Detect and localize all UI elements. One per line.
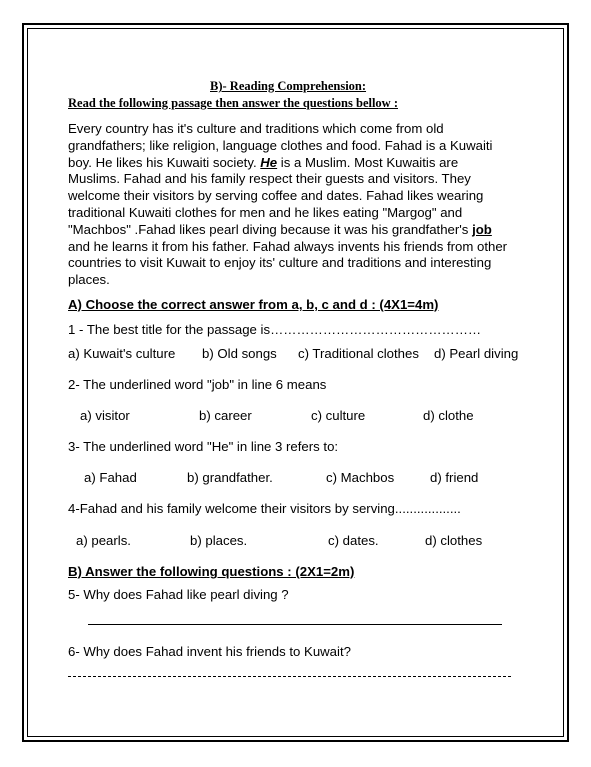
question-2-option-a[interactable]: a) visitor xyxy=(80,408,130,423)
question-4-prompt: 4-Fahad and his family welcome their visitors by serving.................. xyxy=(68,501,461,516)
passage-line: Muslims. Fahad and his family respect their guests and visitors. They xyxy=(68,171,471,187)
question-4-option-b[interactable]: b) places. xyxy=(190,533,248,548)
question-4-option-a[interactable]: a) pearls. xyxy=(76,533,131,548)
question-2-option-b[interactable]: b) career xyxy=(199,408,252,423)
passage-line: places. xyxy=(68,272,110,288)
section-a-heading: A) Choose the correct answer from a, b, c and d : (4X1=4m) xyxy=(68,297,439,312)
question-5-prompt: 5- Why does Fahad like pearl diving ? xyxy=(68,587,289,602)
passage-line: welcome their visitors by serving coffee and dates. Fahad likes wearing xyxy=(68,188,484,204)
section-title: B)- Reading Comprehension: xyxy=(210,79,367,93)
question-1-prompt: 1 - The best title for the passage is………………………………………… xyxy=(68,322,482,337)
reading-passage xyxy=(68,121,530,289)
question-2-option-d[interactable]: d) clothe xyxy=(423,408,474,423)
question-1-option-b[interactable]: b) Old songs xyxy=(202,346,277,361)
question-4-option-c[interactable]: c) dates. xyxy=(328,533,379,548)
passage-line: boy. He likes his Kuwaiti society. He is a Muslim. Most Kuwaitis are xyxy=(68,154,459,170)
question-1-option-a[interactable]: a) Kuwait's culture xyxy=(68,346,176,361)
question-3-prompt: 3- The underlined word "He" in line 3 refers to: xyxy=(68,439,339,454)
question-4-option-d[interactable]: d) clothes xyxy=(425,533,483,548)
underlined-word-job: job xyxy=(472,221,492,237)
passage-instruction: Read the following passage then answer the questions bellow : xyxy=(68,96,398,110)
question-3-option-a[interactable]: a) Fahad xyxy=(84,470,137,485)
passage-line: "Machbos" .Fahad likes pearl diving because it was his grandfather's job xyxy=(68,221,492,237)
underlined-word-he: He xyxy=(260,154,278,170)
question-3-option-b[interactable]: b) grandfather. xyxy=(187,470,273,485)
question-3-option-d[interactable]: d) friend xyxy=(430,470,479,485)
passage-line: Every country has it's culture and traditions which come from old xyxy=(68,121,444,136)
question-1-option-d[interactable]: d) Pearl diving xyxy=(434,346,519,361)
answer-line-6[interactable] xyxy=(68,676,511,677)
question-2-option-c[interactable]: c) culture xyxy=(311,408,366,423)
question-6-prompt: 6- Why does Fahad invent his friends to Kuwait? xyxy=(68,644,351,659)
question-2-prompt: 2- The underlined word "job" in line 6 means xyxy=(68,377,327,392)
passage-line: and he learns it from his father. Fahad always invents his friends from other xyxy=(68,238,508,254)
passage-line: traditional Kuwaiti clothes for men and he likes eating "Margog" and xyxy=(68,204,463,220)
section-b-heading: B) Answer the following questions : (2X1=2m) xyxy=(68,564,355,579)
question-1-option-c[interactable]: c) Traditional clothes xyxy=(298,346,419,361)
answer-line-5[interactable] xyxy=(88,624,502,625)
question-3-option-c[interactable]: c) Machbos xyxy=(326,470,395,485)
passage-line: grandfathers; like religion, language clothes and food. Fahad is a Kuwaiti xyxy=(68,137,493,153)
passage-line: countries to visit Kuwait to enjoy its' culture and traditions and interesting xyxy=(68,255,492,271)
